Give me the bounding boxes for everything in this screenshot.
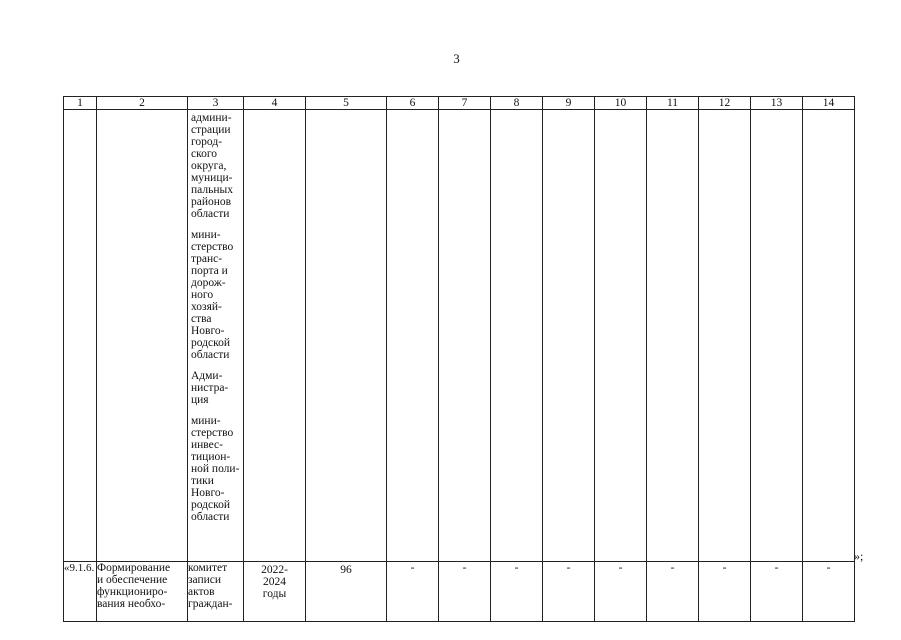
table-cell [647, 110, 699, 562]
table-cell [699, 110, 751, 562]
closing-quote-mark: »; [854, 549, 864, 563]
item-executor: комитет записи актов граждан- [188, 562, 244, 622]
column-header: 12 [699, 97, 751, 110]
column-number-row [64, 97, 855, 110]
executor-entry: мини- стерство инвес- тицион- ной поли- тики Новго- родской области [191, 415, 240, 523]
item-value-cell: - [491, 562, 543, 622]
executor-entry: мини- стерство транс- порта и дорож- ного хозяй- ства Новго- родской области [191, 229, 234, 361]
item-value-cell: - [387, 562, 439, 622]
column-header: 8 [491, 97, 543, 110]
item-value-cell: - [699, 562, 751, 622]
table-cell [491, 110, 543, 562]
column-header: 2 [97, 97, 188, 110]
table-cell [751, 110, 803, 562]
column-header: 3 [188, 97, 244, 110]
column-header: 1 [64, 97, 97, 110]
item-number: «9.1.6. [64, 562, 97, 622]
table-cell [306, 110, 387, 562]
item-value-cell: - [439, 562, 491, 622]
item-value-cell: - [751, 562, 803, 622]
table-cell [595, 110, 647, 562]
item-value-cell: - [803, 562, 855, 622]
program-table [63, 96, 855, 622]
item-row [64, 562, 855, 622]
column-header: 13 [751, 97, 803, 110]
table-cell [803, 110, 855, 562]
item-value-cell: - [647, 562, 699, 622]
item-value-cell: - [595, 562, 647, 622]
column-header: 6 [387, 97, 439, 110]
page-number: 3 [453, 51, 460, 66]
item-target: 96 [306, 562, 387, 622]
executors-cell [188, 110, 244, 562]
column-header: 11 [647, 97, 699, 110]
item-value-cell: - [543, 562, 595, 622]
table-cell [543, 110, 595, 562]
item-name: Формирование и обеспечение функциониро- вания необхо- [97, 562, 188, 622]
column-header: 10 [595, 97, 647, 110]
table-cell [244, 110, 306, 562]
column-header: 4 [244, 97, 306, 110]
executor-entry: Адми- нистра- ция [191, 370, 229, 406]
table-cell [387, 110, 439, 562]
table-cell [64, 110, 97, 562]
column-header: 7 [439, 97, 491, 110]
table-cell [439, 110, 491, 562]
column-header: 5 [306, 97, 387, 110]
item-period: 2022- 2024 годы [244, 562, 306, 622]
column-header: 14 [803, 97, 855, 110]
executor-entry: админи- страции город- ского округа, муници- пальных районов области [191, 112, 233, 220]
column-header: 9 [543, 97, 595, 110]
continued-row [64, 110, 855, 562]
table-cell [97, 110, 188, 562]
